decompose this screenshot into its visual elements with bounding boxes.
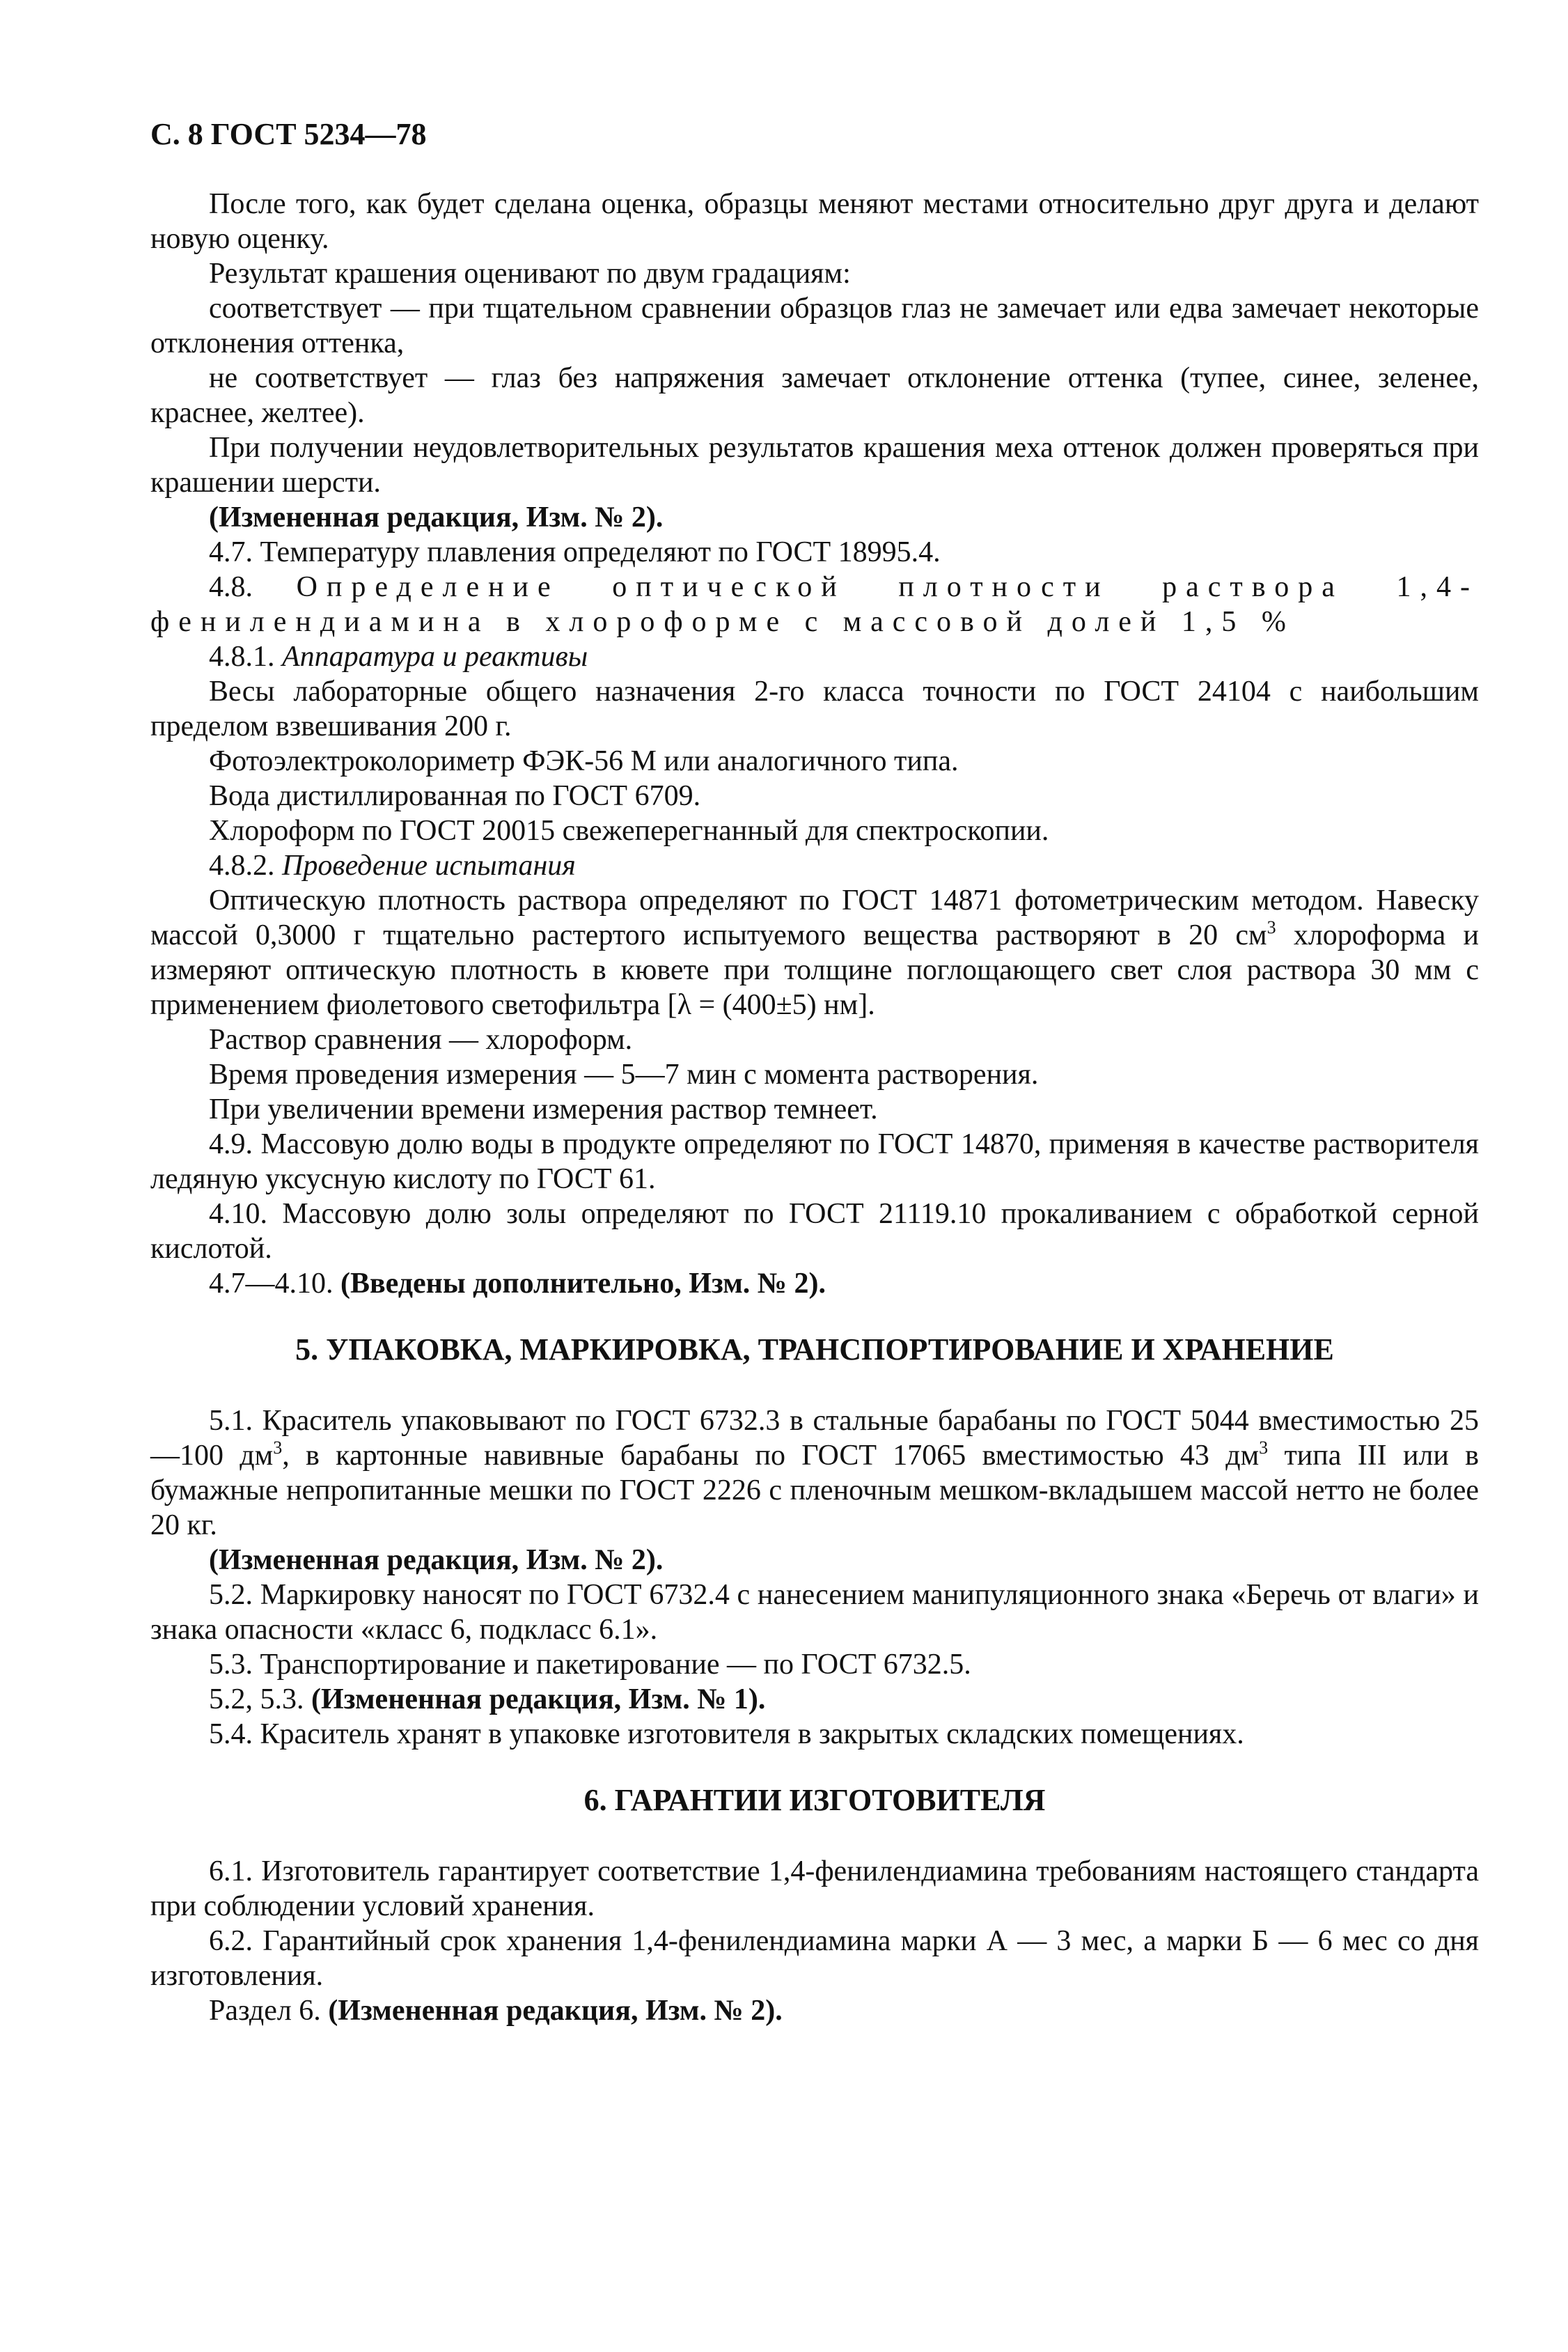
text-run: , в картонные навивные барабаны по ГОСТ 17065 вместимостью 43 дм: [282, 1440, 1260, 1472]
clause-4-8-heading: [150, 570, 1479, 639]
clause-5-2: 5.2. Маркировку наносят по ГОСТ 6732.4 с нанесением манипуляционного знака «Беречь от влаги» и знака опасности «класс 6, подкласс 6.1».: [150, 1579, 1479, 1646]
clause-5-3: 5.3. Транспортирование и пакетирование — по ГОСТ 6732.5.: [209, 1649, 971, 1681]
clause-number: 4.7—4.10.: [209, 1268, 334, 1300]
amendment-note: (Измененная редакция, Изм. № 2).: [209, 1544, 664, 1576]
clause-number: 5.2, 5.3.: [209, 1683, 304, 1715]
section-ref: Раздел 6.: [209, 1995, 321, 2027]
clause-number: 4.8.2.: [209, 850, 275, 882]
paragraph: Время проведения измерения — 5—7 мин с момента растворения.: [209, 1059, 1039, 1091]
text-run: типа III или в бумажные непропитанные мешки по ГОСТ 2226 с пленочным мешком-вкладышем массой нетто не более 20 кг.: [150, 1440, 1479, 1541]
bold-note: (Измененная редакция, Изм. № 2).: [328, 1995, 783, 2027]
italic-subheading: Проведение испытания: [282, 850, 576, 882]
paragraph: Вода дистиллированная по ГОСТ 6709.: [209, 780, 701, 812]
paragraph: После того, как будет сделана оценка, образцы меняют местами относительно друг друга и делают новую оценку.: [150, 188, 1479, 255]
clause-4-10: 4.10. Массовую долю золы определяют по ГОСТ 21119.10 прокаливанием с обработкой серной кислотой.: [150, 1198, 1479, 1265]
paragraph: Раствор сравнения — хлороформ.: [209, 1024, 633, 1056]
spaced-heading: Определение оптической плотности раствора 1,4-фенилендиамина в хлороформе с массовой долей 1,5 %: [150, 571, 1480, 638]
superscript: 3: [1267, 917, 1276, 937]
paragraph: При получении неудовлетворительных результатов крашения меха оттенок должен проверяться при крашении шерсти.: [150, 432, 1479, 499]
paragraph: не соответствует — глаз без напряжения замечает отклонение оттенка (тупее, синее, зеленее, краснее, желтее).: [150, 362, 1479, 429]
amendment-note: [150, 1682, 1479, 1717]
section-5-title: 5. УПАКОВКА, МАРКИРОВКА, ТРАНСПОРТИРОВАНИЕ И ХРАНЕНИЕ: [295, 1332, 1334, 1366]
clause-number: 4.8.: [209, 571, 253, 603]
paragraph: При увеличении времени измерения раствор темнеет.: [209, 1093, 878, 1126]
clause-6-2: 6.2. Гарантийный срок хранения 1,4-фенилендиамина марки А — 3 мес, а марки Б — 6 мес со дня изготовления.: [150, 1925, 1479, 1992]
paragraph: Результат крашения оценивают по двум градациям:: [209, 258, 851, 290]
paragraph: соответствует — при тщательном сравнении образцов глаз не замечает или едва замечает некоторые отклонения оттенка,: [150, 293, 1479, 359]
clause-6-1: 6.1. Изготовитель гарантирует соответствие 1,4-фенилендиамина требованиям настоящего стандарта при соблюдении условий хранения.: [150, 1855, 1479, 1922]
clause-4-8-2-heading: [150, 848, 1479, 883]
amendment-note: (Измененная редакция, Изм. № 2).: [209, 501, 664, 534]
italic-subheading: Аппаратура и реактивы: [282, 641, 588, 673]
clause-5-4: 5.4. Краситель хранят в упаковке изготовителя в закрытых складских помещениях.: [209, 1718, 1244, 1750]
text-run: Оптическую плотность раствора определяют по ГОСТ 14871 фотометрическим методом. Навеску массой 0,3000 г тщательно растертого испытуемого вещества растворяют в 20 см: [150, 885, 1479, 951]
paragraph: Весы лабораторные общего назначения 2-го класса точности по ГОСТ 24104 с наибольшим пределом взвешивания 200 г.: [150, 676, 1479, 742]
superscript: 3: [1259, 1438, 1269, 1458]
section-6-title: 6. ГАРАНТИИ ИЗГОТОВИТЕЛЯ: [583, 1783, 1046, 1817]
page-header: С. 8 ГОСТ 5234—78: [150, 117, 427, 151]
clause-number: 4.8.1.: [209, 641, 275, 673]
amendment-note: [150, 1993, 1479, 2028]
bold-note: (Введены дополнительно, Изм. № 2).: [340, 1268, 826, 1300]
paragraph: [150, 883, 1479, 1022]
clause-4-8-1-heading: [150, 639, 1479, 674]
bold-note: (Измененная редакция, Изм. № 1).: [311, 1683, 766, 1715]
paragraph: Фотоэлектроколориметр ФЭК-56 М или аналогичного типа.: [209, 745, 959, 777]
paragraph: Хлороформ по ГОСТ 20015 свежеперегнанный для спектроскопии.: [209, 815, 1049, 847]
text-run: хлороформа и измеряют оптическую плотность в кювете при толщине поглощающего свет слоя раствора 30 мм с применением фиолетового светофильтра [λ = (400±5) нм].: [150, 919, 1479, 1021]
clause-5-1: [150, 1403, 1479, 1543]
superscript: 3: [273, 1438, 283, 1458]
clause-4-9: 4.9. Массовую долю воды в продукте определяют по ГОСТ 14870, применяя в качестве растворителя ледяную уксусную кислоту по ГОСТ 61.: [150, 1128, 1479, 1195]
text-run: 5.1. Краситель упаковывают по ГОСТ 6732.3 в стальные барабаны по ГОСТ 5044 вместимостью 25—100 дм: [150, 1405, 1479, 1472]
clause-4-7: 4.7. Температуру плавления определяют по ГОСТ 18995.4.: [209, 536, 941, 568]
amendment-note: [150, 1266, 1479, 1301]
